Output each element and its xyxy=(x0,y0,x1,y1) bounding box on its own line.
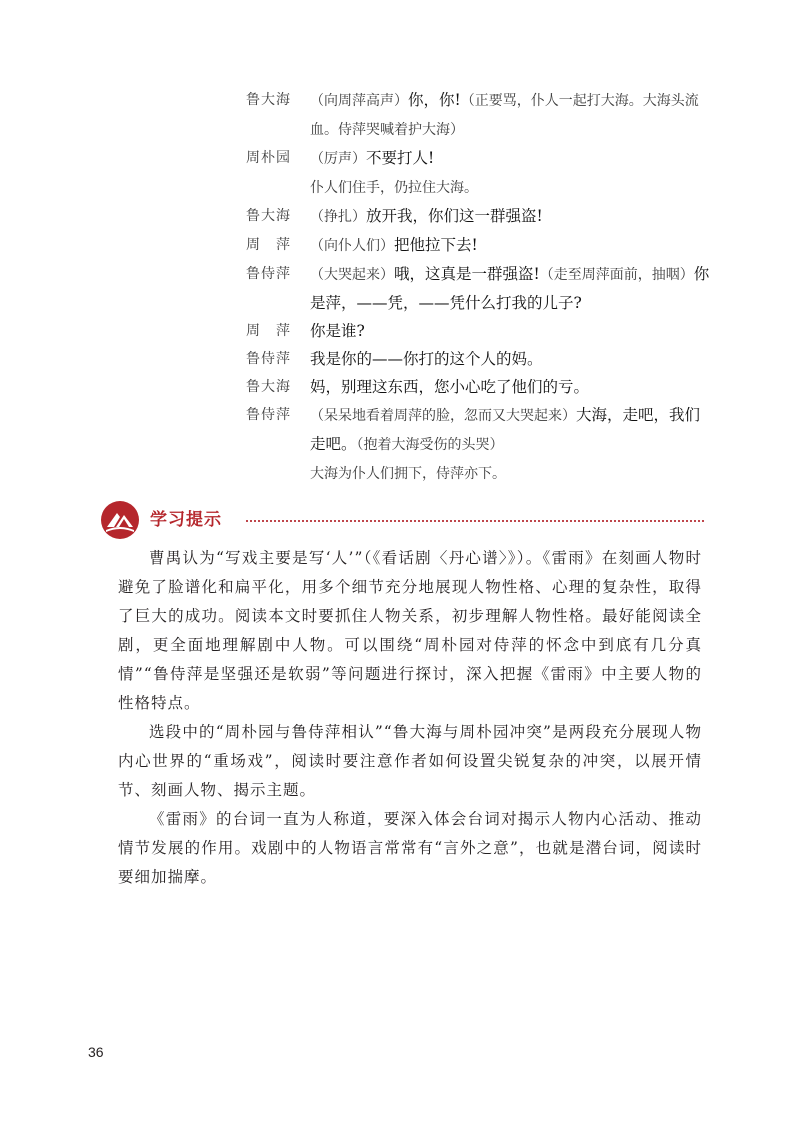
dialogue: 你是萍，——凭，——凭什么打我的儿子? xyxy=(310,265,710,312)
script-line xyxy=(246,317,714,345)
stage-direction: （向仆人们） xyxy=(310,238,394,254)
speaker-name: 鲁大海 xyxy=(246,92,291,108)
speaker-name: 鲁大海 xyxy=(246,208,291,224)
script-line xyxy=(246,86,714,144)
stage-direction: 大海为仆人们拥下，侍萍亦下。 xyxy=(310,466,506,482)
dialogue: 妈，别理这东西，您小心吃了他们的亏。 xyxy=(310,378,590,396)
script-line xyxy=(246,345,714,373)
stage-direction: （向周萍高声） xyxy=(310,93,408,109)
dialogue: 你是谁? xyxy=(310,322,365,340)
study-tips-header xyxy=(100,500,704,540)
stage-direction: （呆呆地看着周萍的脸，忽而又大哭起来） xyxy=(310,408,576,424)
speaker-name: 周 萍 xyxy=(246,323,291,339)
speaker-name: 鲁侍萍 xyxy=(246,407,291,423)
dialogue: 哦，这真是一群强盗! xyxy=(394,265,540,283)
speaker-name: 鲁侍萍 xyxy=(246,351,291,367)
speaker-name: 周朴园 xyxy=(246,150,291,166)
script-line xyxy=(246,459,714,488)
script-line xyxy=(246,144,714,173)
tips-paragraph-2: 选段中的“周朴园与鲁侍萍相认”“鲁大海与周朴园冲突”是两段充分展现人物内心世界的“重场戏”，阅读时要注意作者如何设置尖锐复杂的冲突，以展开情节、刻画人物、揭示主题。 xyxy=(118,723,702,799)
speaker-name: 鲁侍萍 xyxy=(246,266,291,282)
stage-direction: （抱着大海受伤的头哭） xyxy=(356,437,504,453)
dialogue: 我是你的——你打的这个人的妈。 xyxy=(310,350,543,368)
dialogue: 大海，走吧，我们走吧。 xyxy=(310,406,701,453)
dialogue: 你，你! xyxy=(408,91,461,109)
stage-direction: （大哭起来） xyxy=(310,267,394,283)
speaker-name: 鲁大海 xyxy=(246,379,291,395)
stage-direction: （走至周萍面前，抽咽） xyxy=(539,267,694,283)
dialogue: 把他拉下去! xyxy=(394,236,478,254)
script-line xyxy=(246,260,714,317)
stage-direction: （正要骂，仆人一起打大海。大海头流血。侍萍哭喊着护大海） xyxy=(310,93,699,138)
script-line xyxy=(246,373,714,401)
script-line xyxy=(246,231,714,260)
dialogue: 放开我，你们这一群强盗! xyxy=(366,207,543,225)
script-line xyxy=(246,173,714,202)
stage-direction: 仆人们住手，仍拉住大海。 xyxy=(310,180,478,196)
script-line xyxy=(246,401,714,459)
page-number: 36 xyxy=(88,1044,104,1060)
dialogue: 不要打人! xyxy=(366,149,435,167)
study-tips-body xyxy=(118,544,702,892)
tips-paragraph-3: 《雷雨》的台词一直为人称道，要深入体会台词对揭示人物内心活动、推动情节发展的作用。戏剧中的人物语言常常有“言外之意”，也就是潜台词，阅读时要细加揣摩。 xyxy=(118,810,702,886)
stage-direction: （厉声） xyxy=(310,151,366,167)
script-line xyxy=(246,202,714,231)
dotted-divider xyxy=(246,520,704,522)
speaker-name: 周 萍 xyxy=(246,237,291,253)
tips-paragraph-1: 曹禺认为“写戏主要是写‘人’”（《看话剧〈丹心谱〉》）。《雷雨》在刻画人物时避免了脸谱化和扁平化，用多个细节充分地展现人物性格、心理的复杂性，取得了巨大的成功。阅读本文时要抓住人物关系，初步理解人物性格。最好能阅读全剧，更全面地理解剧中人物。可以围绕“周朴园对侍萍的怀念中到底有几分真情”“鲁侍萍是坚强还是软弱”等问题进行探讨，深入把握《雷雨》中主要人物的性格特点。 xyxy=(118,549,702,712)
study-tips-title: 学习提示 xyxy=(150,510,222,530)
study-tips-logo-icon xyxy=(100,500,140,540)
play-script xyxy=(246,86,714,488)
stage-direction: （挣扎） xyxy=(310,209,366,225)
